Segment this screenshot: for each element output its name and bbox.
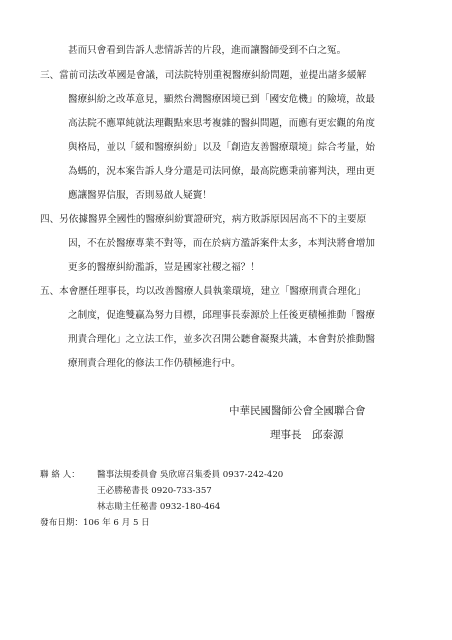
body-line-1: 甚而只會看到告訴人悲情訴苦的片段，進而讓醫師受到不白之冤。 (68, 45, 347, 56)
body-line-10: 更多的醫療糾紛濫訴，豈是國家社稷之福？！ (68, 262, 260, 273)
contact-person-2: 王必勝秘書長 0920-733-357 (97, 486, 212, 496)
signature-chairman: 理事長 邱泰源 (270, 429, 344, 441)
body-line-9: 因，不在於醫療專業不對等，而在於病方濫訴案件太多，本判決將會增加 (68, 238, 375, 249)
body-line-11: 五、本會歷任理事長，均以改善醫療人員執業環境，建立「醫療刑責合理化」 (40, 286, 367, 297)
body-line-6: 為螞的，況本案告訴人身分還是司法同僚，最高院應秉前審判決，理由更 (68, 166, 375, 177)
body-line-12: 之制度，促進雙贏為努力目標，邱理事長泰源於上任後更積極推動「醫療 (68, 310, 375, 321)
body-line-5: 與格局，並以「緩和醫療糾紛」以及「創造友善醫療環境」綜合考量，始 (68, 142, 375, 153)
signature-organization: 中華民國醫師公會全國聯合會 (229, 405, 366, 417)
body-line-4: 高法院不應單純就法理觀點來思考複雜的醫糾問題，而應有更宏觀的角度 (68, 118, 375, 129)
body-line-2: 三、當前司法改革國是會議，司法院特別重視醫療糾紛問題，並提出諸多緩解 (40, 70, 367, 81)
contact-person-1: 醫事法規委員會 吳欣席召集委員 0937-242-420 (97, 470, 284, 480)
body-line-3: 醫療糾紛之改革意見，顯然台灣醫療困境已到「國安危機」的險境，故最 (68, 94, 375, 105)
contact-label: 聯 絡 人： (40, 470, 80, 480)
contact-person-3: 林志勛主任秘書 0932-180-464 (97, 502, 221, 512)
release-date: 發布日期：106 年 6 月 5 日 (40, 518, 150, 528)
body-line-8: 四、另依據醫界全國性的醫療糾紛實證研究，病方敗訴原因居高不下的主要原 (40, 214, 367, 225)
body-line-7: 應讓醫界信服，否則易啟人疑竇！ (68, 190, 212, 201)
body-line-14: 療刑責合理化的修法工作仍積極進行中。 (68, 358, 241, 369)
body-line-13: 刑責合理化」之立法工作，並多次召開公聽會凝聚共識，本會對於推動醫 (68, 334, 375, 345)
